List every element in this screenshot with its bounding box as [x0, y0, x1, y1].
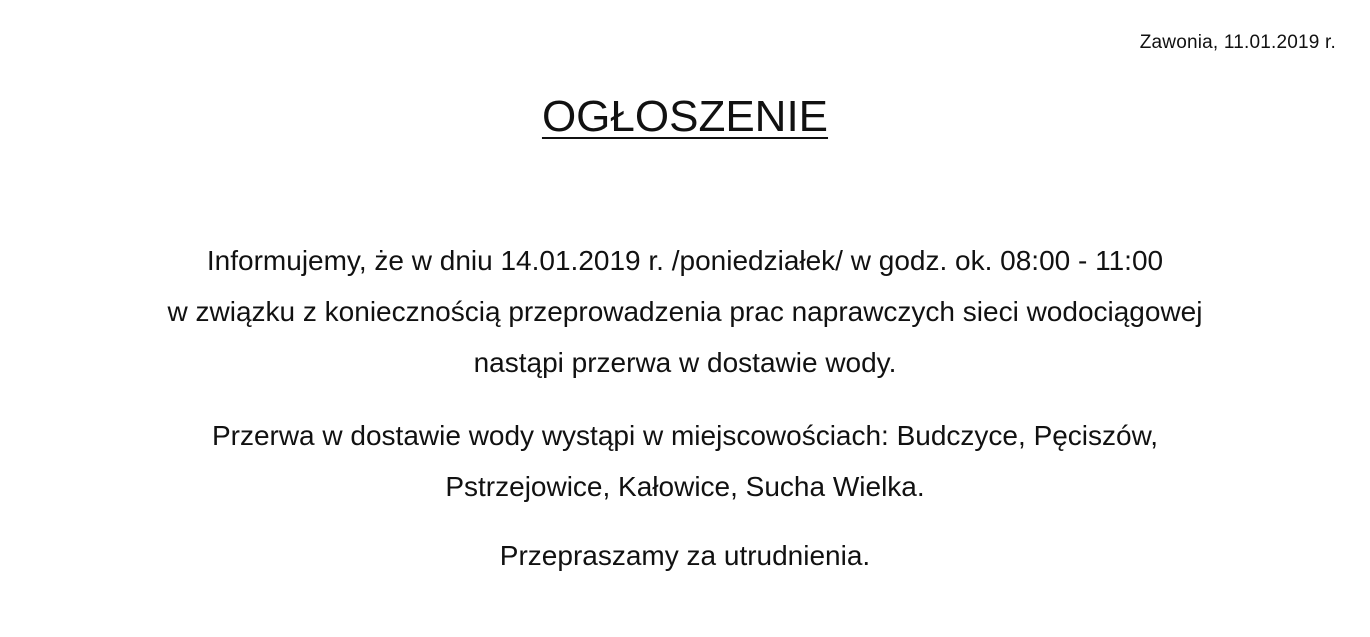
announcement-title: OGŁOSZENIE: [541, 92, 829, 141]
paragraph1-line3: nastąpi przerwa w dostawie wody.: [473, 347, 897, 378]
paragraph1-line2: w związku z koniecznością przeprowadzenia prac naprawczych sieci wodociągowej: [167, 296, 1203, 327]
closing-text: Przepraszamy za utrudnienia.: [499, 540, 871, 571]
paragraph2-line1: Przerwa w dostawie wody wystąpi w miejscowościach: Budczyce, Pęciszów,: [211, 420, 1159, 451]
paragraph1-line1: Informujemy, że w dniu 14.01.2019 r. /poniedziałek/ w godz. ok. 08:00 - 11:00: [206, 245, 1164, 276]
place-date: Zawonia, 11.01.2019 r.: [1139, 32, 1336, 53]
paragraph2-line2: Pstrzejowice, Kałowice, Sucha Wielka.: [445, 471, 925, 502]
